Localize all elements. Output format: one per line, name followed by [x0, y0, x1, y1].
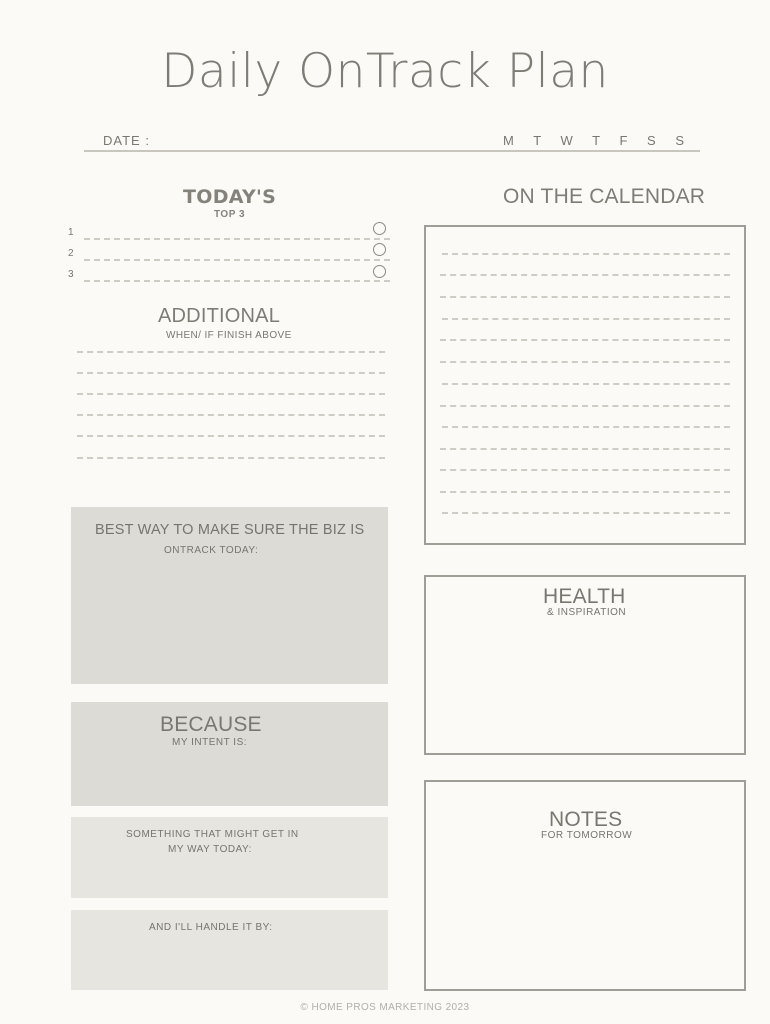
calendar-heading: ON THE CALENDAR [503, 185, 706, 208]
calendar-line[interactable] [442, 426, 730, 428]
additional-line[interactable] [77, 372, 385, 374]
best-way-title: BEST WAY TO MAKE SURE THE BIZ IS [95, 522, 365, 538]
best-way-subtitle: ONTRACK TODAY: [164, 545, 259, 556]
because-subheading: MY INTENT IS: [172, 737, 248, 748]
date-rule [84, 150, 700, 152]
additional-line[interactable] [77, 351, 385, 353]
task-line-2[interactable] [84, 259, 390, 261]
weekday-letters: M T W T F S S [503, 133, 692, 148]
page-title: Daily OnTrack Plan [161, 44, 609, 99]
additional-line[interactable] [77, 414, 385, 416]
task-number-1: 1 [68, 227, 74, 238]
additional-line[interactable] [77, 457, 385, 459]
calendar-line[interactable] [442, 318, 730, 320]
task-checkbox-3[interactable] [373, 265, 386, 278]
task-number-2: 2 [68, 248, 74, 259]
because-heading: BECAUSE [160, 713, 262, 736]
calendar-line[interactable] [440, 405, 730, 407]
calendar-line[interactable] [440, 274, 730, 276]
calendar-line[interactable] [440, 491, 730, 493]
additional-heading: ADDITIONAL [158, 305, 281, 327]
top3-subheading: TOP 3 [214, 209, 246, 220]
task-line-1[interactable] [84, 238, 390, 240]
calendar-line[interactable] [440, 448, 730, 450]
copyright-footer: © HOME PROS MARKETING 2023 [300, 1002, 470, 1013]
handle-line1: AND I'LL HANDLE IT BY: [149, 922, 273, 933]
health-heading: HEALTH [543, 585, 626, 608]
calendar-line[interactable] [442, 253, 730, 255]
additional-subheading: WHEN/ IF FINISH ABOVE [166, 330, 292, 341]
calendar-box [424, 225, 746, 545]
calendar-line[interactable] [440, 339, 730, 341]
additional-line[interactable] [77, 435, 385, 437]
notes-subheading: FOR TOMORROW [541, 830, 633, 841]
calendar-line[interactable] [440, 469, 730, 471]
notes-heading: NOTES [549, 808, 623, 831]
todays-heading: TODAY'S [183, 186, 277, 208]
task-checkbox-1[interactable] [373, 222, 386, 235]
health-subheading: & INSPIRATION [547, 607, 627, 618]
task-line-3[interactable] [84, 280, 390, 282]
calendar-line[interactable] [440, 296, 730, 298]
calendar-line[interactable] [442, 512, 730, 514]
obstacle-line1: SOMETHING THAT MIGHT GET IN [126, 829, 299, 840]
calendar-line[interactable] [442, 383, 730, 385]
calendar-line[interactable] [440, 361, 730, 363]
task-checkbox-2[interactable] [373, 243, 386, 256]
additional-line[interactable] [77, 393, 385, 395]
task-number-3: 3 [68, 269, 74, 280]
date-label: DATE : [103, 133, 150, 148]
obstacle-line2: MY WAY TODAY: [168, 844, 252, 855]
